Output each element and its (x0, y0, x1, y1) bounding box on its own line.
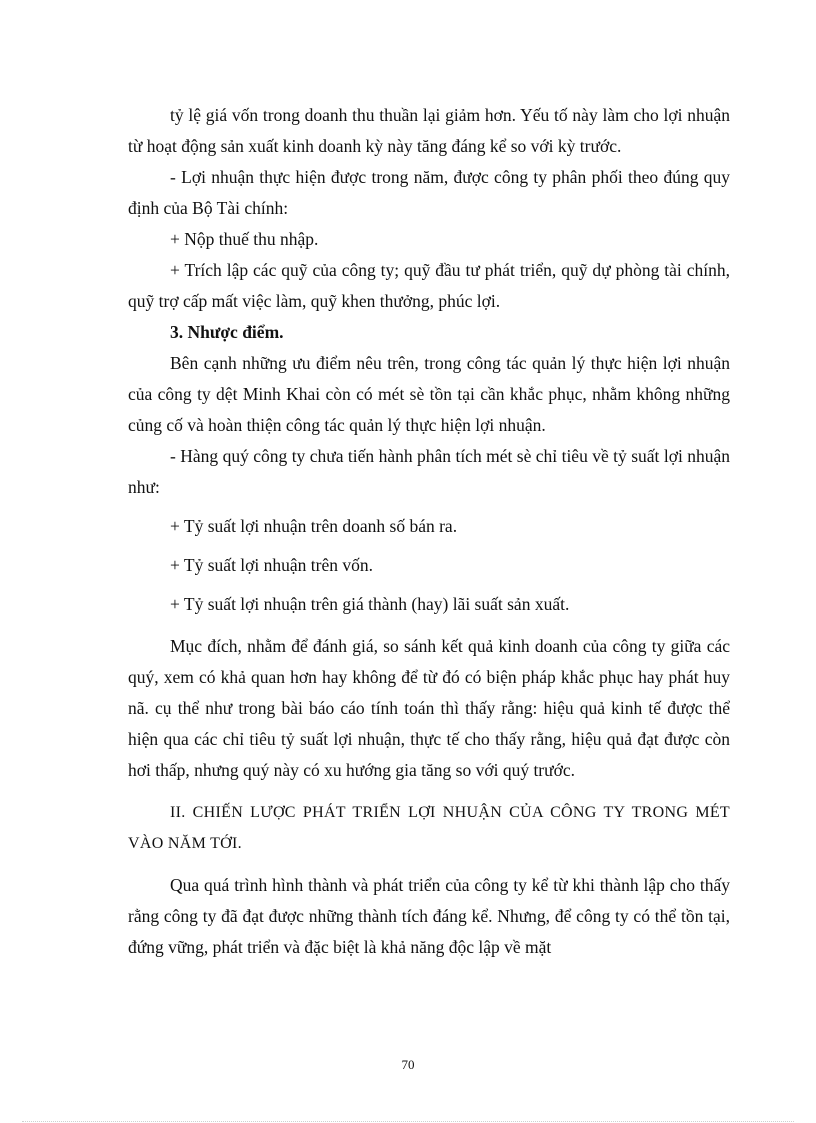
paragraph-profit-distribution: - Lợi nhuận thực hiện được trong năm, được công ty phân phối theo đúng quy định của Bộ Tài chính: (128, 167, 730, 218)
paragraph-purpose: Mục đích, nhằm để đánh giá, so sánh kết quả kinh doanh của công ty giữa các quý, xem có khả quan hơn hay không để từ đó có biện pháp khắc phục hay phát huy nã. cụ thể như trong bài báo cáo tính toán thì thấy rằng: hiệu quả kinh tế được thể hiện qua các chỉ tiêu tỷ suất lợi nhuận, thực tế cho thấy rằng, hiệu quả đạt được còn hơi thấp, nhưng quý này có xu hướng gia tăng so với quý trước. (128, 636, 730, 780)
list-item-income-tax: + Nộp thuế thu nhập. (170, 229, 319, 249)
section-title-strategy: II. CHIẾN LƯỢC PHÁT TRIỂN LỢI NHUẬN CỦA CÔNG TY TRONG MÉT VÀO NĂM TỚI. (128, 804, 730, 852)
paragraph-development: Qua quá trình hình thành và phát triển của công ty kể từ khi thành lập cho thấy rằng công ty đã đạt được những thành tích đáng kể. Nhưng, để công ty có thể tồn tại, đứng vững, phát triển và đặc biệt là khả năng độc lập về mặt (128, 875, 730, 957)
body-text (128, 100, 730, 963)
paragraph-quarterly-analysis: - Hàng quý công ty chưa tiến hành phân tích mét sè chỉ tiêu về tỷ suất lợi nhuận như: (128, 446, 730, 497)
page-number: 70 (401, 1057, 415, 1072)
paragraph-weaknesses-intro: Bên cạnh những ưu điểm nêu trên, trong công tác quản lý thực hiện lợi nhuận của công ty dệt Minh Khai còn có mét sè tồn tại cần khắc phục, nhằm không những củng cố và hoàn thiện công tác quản lý thực hiện lợi nhuận. (128, 353, 730, 435)
list-item-profit-on-sales: + Tỷ suất lợi nhuận trên doanh số bán ra. (170, 516, 458, 536)
section-heading-weaknesses: 3. Nhược điểm. (170, 322, 284, 342)
list-item-profit-on-capital: + Tỷ suất lợi nhuận trên vốn. (170, 555, 374, 575)
paragraph-cost-ratio: tỷ lệ giá vốn trong doanh thu thuần lại giảm hơn. Yếu tố này làm cho lợi nhuận từ hoạt động sản xuất kinh doanh kỳ này tăng đáng kể so với kỳ trước. (128, 105, 730, 156)
list-item-funds: + Trích lập các quỹ của công ty; quỹ đầu tư phát triển, quỹ dự phòng tài chính, quỹ trợ cấp mất việc làm, quỹ khen thưởng, phúc lợi. (128, 260, 730, 311)
list-item-profit-on-cost: + Tỷ suất lợi nhuận trên giá thành (hay) lãi suất sản xuất. (170, 594, 570, 614)
page-bottom-divider (22, 1121, 794, 1122)
